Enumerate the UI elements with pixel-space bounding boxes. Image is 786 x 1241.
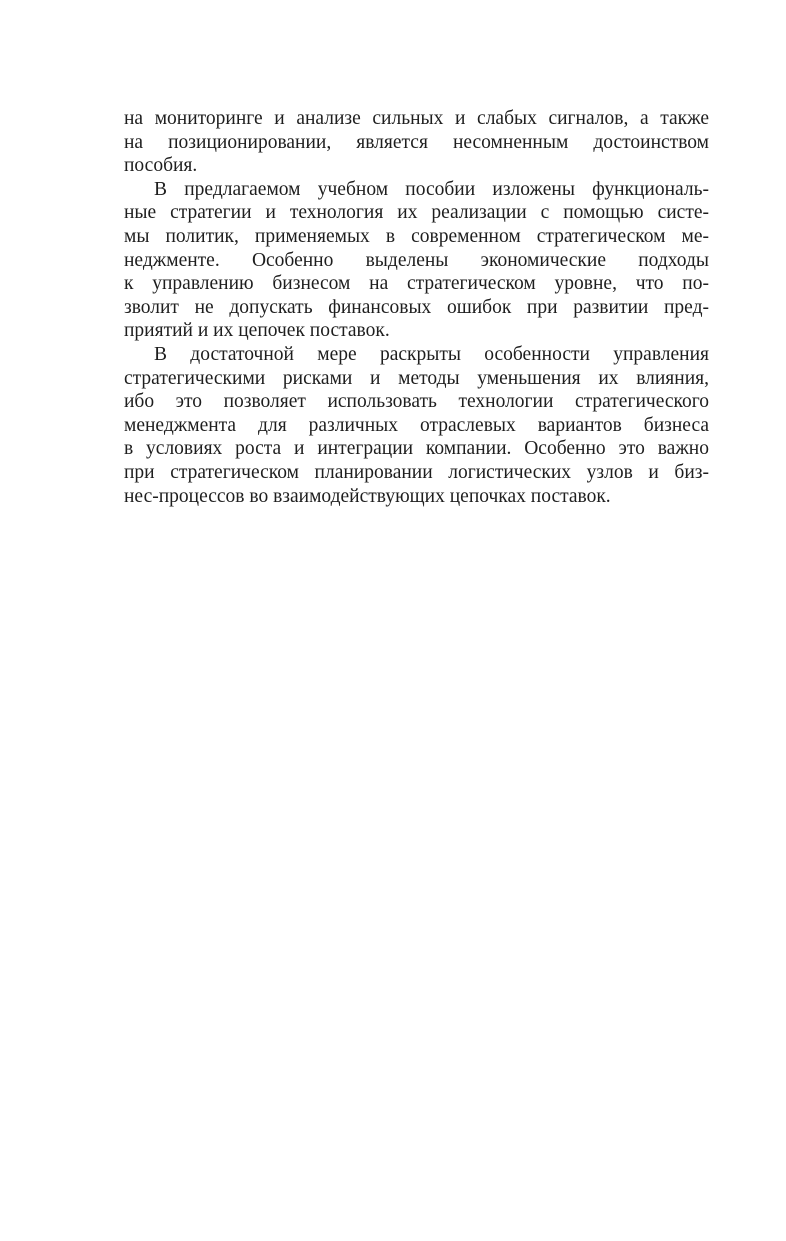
- text-line: В достаточной мере раскрыты особенности управления: [154, 343, 709, 365]
- text-line: пособия.: [124, 155, 198, 177]
- text-line: приятий и их цепочек поставок.: [124, 320, 390, 342]
- text-line: на мониторинге и анализе сильных и слабых сигналов, а также: [124, 108, 709, 129]
- text-line: В предлагаемом учебном пособии изложены функциональ-: [154, 178, 709, 200]
- text-line: зволит не допускать финансовых ошибок при развитии пред-: [124, 296, 709, 318]
- paragraph-functional-strategies: [124, 178, 709, 343]
- text-line: неджменте. Особенно выделены экономические подходы: [124, 249, 709, 271]
- text-line: стратегическими рисками и методы уменьшения их влияния,: [124, 367, 709, 389]
- text-line: ибо это позволяет использовать технологии стратегического: [124, 391, 709, 413]
- body-text: [124, 107, 709, 508]
- text-line: ные стратегии и технология их реализации с помощью систе-: [124, 202, 709, 224]
- text-line: нес-процессов во взаимодействующих цепочках поставок.: [124, 485, 611, 507]
- text-line: при стратегическом планировании логистических узлов и биз-: [124, 461, 709, 483]
- paragraph-strategic-risks: [124, 343, 709, 508]
- text-line: к управлению бизнесом на стратегическом уровне, что по-: [124, 273, 709, 295]
- text-line: в условиях роста и интеграции компании. Особенно это важно: [124, 438, 709, 460]
- text-line: мы политик, применяемых в современном стратегическом ме-: [124, 225, 709, 247]
- paragraph-continuation: [124, 107, 709, 178]
- text-line: на позиционировании, является несомненным достоинством: [124, 131, 709, 153]
- text-line: менеджмента для различных отраслевых вариантов бизнеса: [124, 414, 709, 436]
